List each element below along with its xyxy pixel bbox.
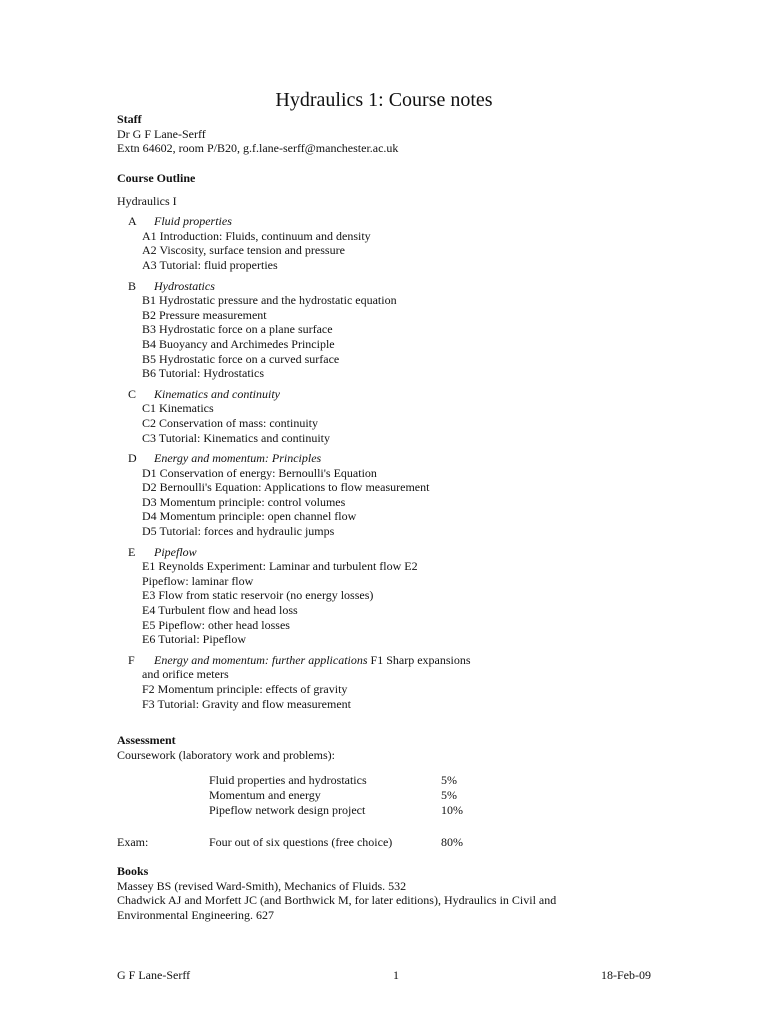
section-item: C2 Conservation of mass: continuity — [142, 415, 318, 430]
section-item: and orifice meters — [142, 667, 229, 682]
book-entry: Chadwick AJ and Morfett JC (and Borthwick M, for later editions), Hydraulics in Civil and — [117, 893, 557, 908]
section-name: Kinematics and continuity — [154, 386, 280, 401]
exam-label: Exam: — [117, 835, 149, 849]
section-item: D4 Momentum principle: open channel flow — [142, 509, 357, 524]
exam-row — [117, 835, 617, 850]
coursework-pct: 5% — [441, 788, 457, 802]
staff-heading: Staff — [117, 112, 142, 126]
section-item: A1 Introduction: Fluids, continuum and density — [142, 228, 371, 243]
section-trailing-text: F1 Sharp expansions — [367, 652, 471, 667]
section-item: F2 Momentum principle: effects of gravity — [142, 682, 348, 696]
section-item: D1 Conservation of energy: Bernoulli's Equation — [142, 465, 377, 480]
section-name: Energy and momentum: further applications — [154, 652, 368, 667]
assessment-heading: Assessment — [117, 733, 176, 747]
footer-page-number: 1 — [393, 968, 399, 982]
section-item: B5 Hydrostatic force on a curved surface — [142, 351, 340, 366]
books-block — [117, 864, 717, 922]
section-letter: C — [128, 386, 137, 401]
staff-block — [117, 112, 717, 156]
document-title: Hydraulics 1: Course notes — [275, 89, 493, 111]
section-item: E4 Turbulent flow and head loss — [142, 603, 298, 618]
section-letter: E — [128, 544, 136, 559]
exam-item: Four out of six questions (free choice) — [209, 835, 393, 849]
section-item: B6 Tutorial: Hydrostatics — [142, 366, 265, 381]
outline-sections — [117, 214, 717, 711]
outline-block — [117, 171, 717, 717]
book-entry: Environmental Engineering. 627 — [117, 907, 274, 922]
section-letter: F — [128, 652, 135, 667]
section-item: B4 Buoyancy and Archimedes Principle — [142, 336, 335, 351]
coursework-row — [117, 773, 617, 788]
section-heading — [117, 214, 717, 229]
section-item: B2 Pressure measurement — [142, 307, 267, 322]
section-item: F3 Tutorial: Gravity and flow measurement — [142, 696, 351, 711]
section-item: A3 Tutorial: fluid properties — [142, 257, 278, 272]
section-name: Pipeflow — [154, 544, 197, 559]
page-footer — [117, 968, 651, 983]
outline-section — [117, 653, 717, 711]
section-heading — [117, 279, 717, 294]
section-item: C1 Kinematics — [142, 401, 214, 416]
assessment-block — [117, 733, 717, 762]
section-item: C3 Tutorial: Kinematics and continuity — [142, 430, 330, 445]
outline-heading: Course Outline — [117, 171, 196, 185]
section-item: E6 Tutorial: Pipeflow — [142, 632, 247, 647]
section-item: D5 Tutorial: forces and hydraulic jumps — [142, 524, 335, 539]
staff-name: Dr G F Lane-Serff — [117, 126, 206, 141]
section-name: Energy and momentum: Principles — [154, 451, 322, 466]
outline-section — [117, 279, 717, 381]
section-letter: A — [128, 214, 137, 229]
section-item: D2 Bernoulli's Equation: Applications to flow measurement — [142, 480, 430, 495]
section-item: D3 Momentum principle: control volumes — [142, 494, 346, 509]
section-item: B3 Hydrostatic force on a plane surface — [142, 322, 333, 337]
coursework-pct: 10% — [441, 803, 463, 817]
section-heading — [117, 451, 717, 466]
outline-section — [117, 451, 717, 539]
section-item: E5 Pipeflow: other head losses — [142, 617, 290, 632]
course-name: Hydraulics I — [117, 193, 177, 208]
footer-date: 18-Feb-09 — [601, 968, 651, 982]
books-heading: Books — [117, 864, 149, 878]
coursework-row — [117, 803, 617, 818]
section-heading — [117, 387, 717, 402]
section-letter: B — [128, 278, 137, 293]
outline-section — [117, 214, 717, 272]
section-letter: D — [128, 451, 137, 466]
exam-pct: 80% — [441, 835, 463, 849]
section-item: E1 Reynolds Experiment: Laminar and turbulent flow E2 — [142, 559, 418, 574]
section-heading — [117, 653, 717, 668]
outline-section — [117, 387, 717, 445]
section-item: E3 Flow from static reservoir (no energy losses) — [142, 588, 374, 603]
exam-line — [117, 835, 617, 850]
section-name: Fluid properties — [154, 214, 232, 229]
footer-author: G F Lane-Serff — [117, 968, 191, 982]
coursework-pct: 5% — [441, 773, 457, 787]
section-item: A2 Viscosity, surface tension and pressure — [142, 243, 345, 258]
coursework-item: Fluid properties and hydrostatics — [209, 773, 367, 787]
coursework-row — [117, 788, 617, 803]
assessment-intro: Coursework (laboratory work and problems): — [117, 747, 335, 762]
section-heading — [117, 545, 717, 560]
staff-contact: Extn 64602, room P/B20, g.f.lane-serff@manchester.ac.uk — [117, 141, 399, 156]
book-entry: Massey BS (revised Ward-Smith), Mechanics of Fluids. 532 — [117, 878, 407, 893]
section-item: Pipeflow: laminar flow — [142, 573, 254, 588]
section-item: B1 Hydrostatic pressure and the hydrostatic equation — [142, 293, 397, 308]
outline-section — [117, 545, 717, 647]
section-name: Hydrostatics — [154, 278, 215, 293]
coursework-item: Pipeflow network design project — [209, 803, 366, 817]
coursework-item: Momentum and energy — [209, 788, 321, 802]
coursework-table — [117, 773, 617, 818]
